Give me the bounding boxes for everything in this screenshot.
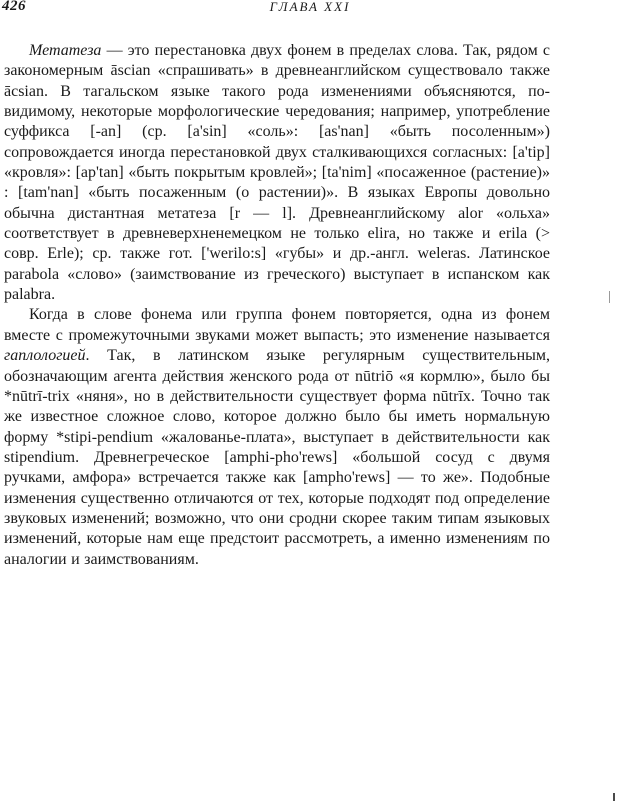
margin-mark — [609, 291, 610, 303]
body-text — [4, 41, 550, 570]
paragraph-haplology-text-after: . Так, в латинском языке регулярным существительным, обозначающим агента действия женского рода от nūtriō «я кормлю», было бы *nūtrī-trix «няня», но в действительности существует форма nūtrīx. Точно так же известное сложное слово, которое должно было бы иметь нормальную форму *stipi-pendium «жалованье-плата», выступает в действительности как stipendium. Древнегреческое [amphi-pho'rews] «большой сосуд с двумя ручками, амфора» встречается также как [ampho'rews] — то же». Подобные изменения существенно отличаются от тех, которые подходят под определение звуковых изменений; возможно, что они сродни скорее таким типам языковых изменений, которые нам еще предстоит рассмотреть, а именно изменениям по аналогии и заимствованиям. — [4, 347, 550, 568]
corner-mark — [613, 793, 615, 801]
paragraph-metathesis-text: — это перестановка двух фонем в пределах слова. Так, рядом с закономерным āscian «спрашивать» в древнеанглийском существовало также ācsian. В тагальском языке такого рода изменениями объясняются, по-видимому, некоторые морфологические чередования; например, употребление суффикса [-an] (ср. [a'sin] «соль»: [as'nan] «быть посоленным») сопровождается иногда перестановкой двух сталкивающихся согласных: [a'tip] «кровля»: [ap'tan] «быть покрытым кровлей»; [ta'nim] «посаженное (растение)» : [tam'nan] «быть посаженным (о растении)». В языках Европы довольно обычна дистантная метатеза [r — l]. Древнеанглийскому alor «ольха» соответствует в древневерхненемецком не только elira, но также и erila (> совр. Erle); ср. также гот. ['werilo:s] «губы» и др.-англ. weleras. Латинское parabola «слово» (заимствование из греческого) выступает в испанском как palabra. — [4, 42, 550, 304]
paragraph-metathesis — [4, 41, 550, 305]
running-head: ГЛАВА XXI — [269, 0, 351, 14]
paragraph-haplology — [4, 305, 550, 569]
page-number: 426 — [2, 0, 26, 14]
term-metathesis: Метатеза — [29, 42, 102, 59]
term-haplology: гаплологией — [4, 347, 86, 365]
paragraph-haplology-text-before: Когда в слове фонема или группа фонем повторяется, одна из фонем вместе с промежуточными звуками может выпасть; это изменение называется — [4, 306, 550, 344]
